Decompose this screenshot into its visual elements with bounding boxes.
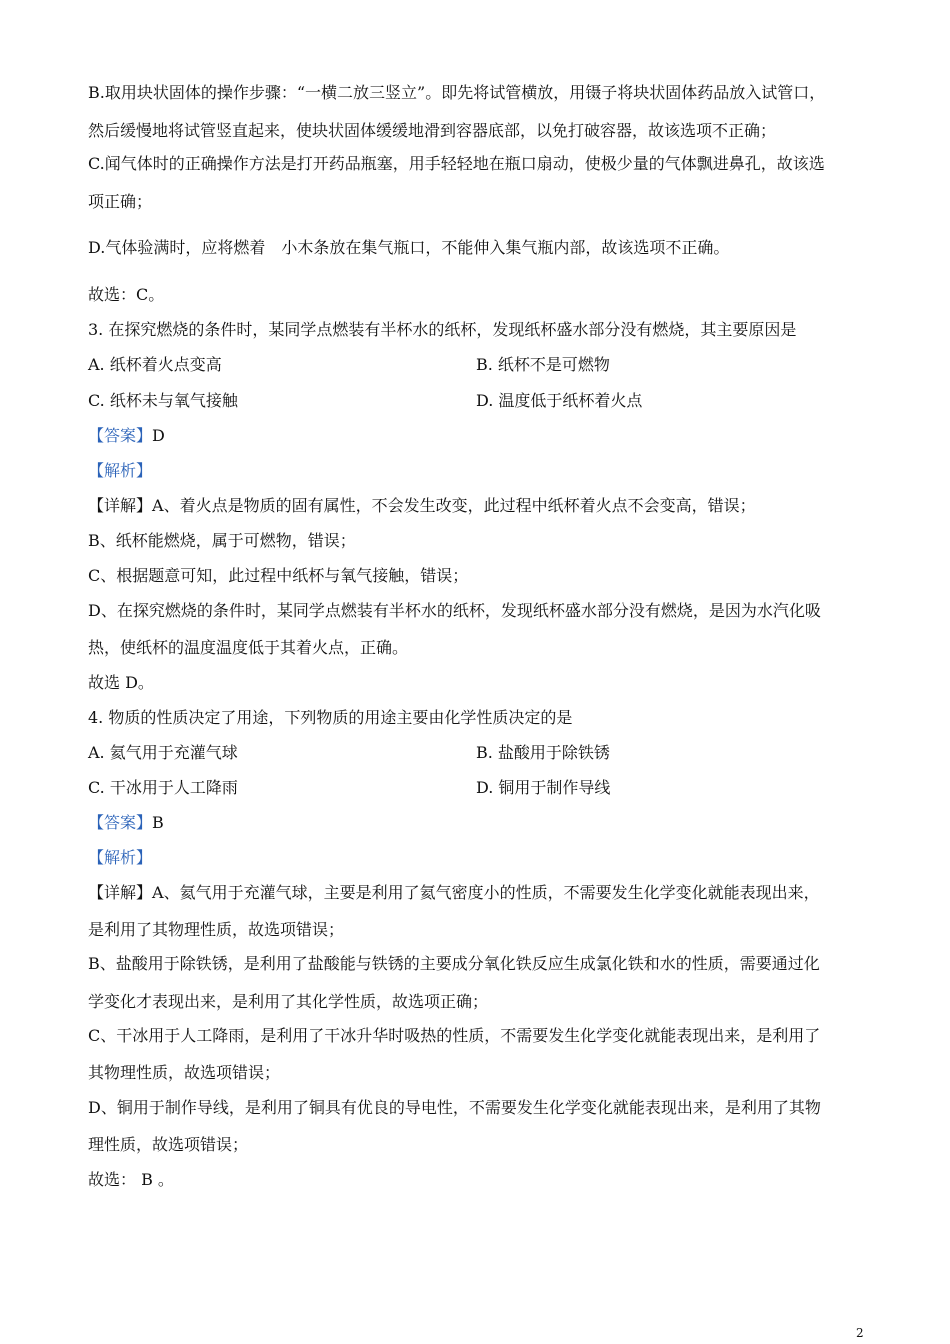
- q4-option-a: A. 氦气用于充灌气球: [88, 743, 238, 762]
- q4-option-b: B. 盐酸用于除铁锈: [476, 743, 610, 762]
- q3-detail-a-text: A、着火点是物质的固有属性，不会发生改变，此过程中纸杯着火点不会变高，错误；: [152, 496, 756, 515]
- q2-analysis-b-line2: 然后缓慢地将试管竖直起来，使块状固体缓缓地滑到容器底部，以免打破容器，故该选项不正确；: [88, 121, 777, 140]
- q4-analysis-tag: 【解析】: [88, 848, 153, 867]
- q4-answer: [88, 813, 164, 833]
- q3-answer-value: D: [152, 426, 165, 445]
- q2-analysis-d-line1: D.气体验满时，应将燃着 小木条放在集气瓶口，不能伸入集气瓶内部，故该选项不正确。: [88, 238, 730, 257]
- q3-choice: 故选 D。: [88, 673, 154, 692]
- q3-option-c: C. 纸杯未与氧气接触: [88, 391, 238, 410]
- q4-detail-b1: B、盐酸用于除铁锈，是利用了盐酸能与铁锈的主要成分氧化铁反应生成氯化铁和水的性质，需要通过化: [88, 954, 820, 973]
- q4-detail-d2: 理性质，故选项错误；: [88, 1135, 249, 1154]
- q4-detail-c1: C、干冰用于人工降雨，是利用了干冰升华时吸热的性质，不需要发生化学变化就能表现出来，是利用了: [88, 1026, 821, 1045]
- q3-detail-d1: D、在探究燃烧的条件时，某同学点燃装有半杯水的纸杯，发现纸杯盛水部分没有燃烧，是因为水汽化吸: [88, 601, 821, 620]
- q4-option-c: C. 干冰用于人工降雨: [88, 778, 238, 797]
- q3-answer-tag: 【答案】: [88, 426, 153, 445]
- q4-detail-tag: 【详解】: [88, 883, 153, 902]
- q4-detail-a2: 是利用了其物理性质，故选项错误；: [88, 920, 345, 939]
- q3-option-b: B. 纸杯不是可燃物: [476, 355, 610, 374]
- q4-analysis: [88, 848, 152, 868]
- q4-detail-d1: D、铜用于制作导线，是利用了铜具有优良的导电性，不需要发生化学变化就能表现出来，是利用了其物: [88, 1098, 821, 1117]
- q3-detail-c: C、根据题意可知，此过程中纸杯与氧气接触，错误；: [88, 566, 469, 585]
- q3-analysis: [88, 461, 152, 481]
- q3-option-a: A. 纸杯着火点变高: [88, 355, 222, 374]
- q2-analysis-c-line2: 项正确；: [88, 192, 153, 211]
- q2-analysis-b-line1: B.取用块状固体的操作步骤：“一横二放三竖立”。即先将试管横放，用镊子将块状固体药品放入试管口，: [88, 83, 826, 102]
- q4-detail-a1-text: A、氦气用于充灌气球，主要是利用了氦气密度小的性质，不需要发生化学变化就能表现出来，: [152, 883, 820, 902]
- q4-detail-a1: [88, 883, 820, 903]
- q4-answer-value: B: [152, 813, 164, 832]
- q4-detail-c2: 其物理性质，故选项错误；: [88, 1063, 281, 1082]
- page-number: 2: [856, 1326, 864, 1340]
- q2-choice: 故选：C。: [88, 285, 165, 304]
- q3-analysis-tag: 【解析】: [88, 461, 153, 480]
- q3-detail-d2: 热，使纸杯的温度温度低于其着火点，正确。: [88, 638, 409, 657]
- q4-option-d: D. 铜用于制作导线: [476, 778, 611, 797]
- q3-detail-a: [88, 496, 756, 516]
- q3-detail-tag: 【详解】: [88, 496, 153, 515]
- q3-detail-b: B、纸杯能燃烧，属于可燃物，错误；: [88, 531, 356, 550]
- q2-analysis-c-line1: C.闻气体时的正确操作方法是打开药品瓶塞，用手轻轻地在瓶口扇动，使极少量的气体飘进鼻孔，故该选: [88, 154, 825, 173]
- q3-stem: 3. 在探究燃烧的条件时，某同学点燃装有半杯水的纸杯，发现纸杯盛水部分没有燃烧，其主要原因是: [88, 320, 797, 339]
- q3-answer: [88, 426, 165, 446]
- q4-answer-tag: 【答案】: [88, 813, 153, 832]
- q4-stem: 4. 物质的性质决定了用途，下列物质的用途主要由化学性质决定的是: [88, 708, 573, 727]
- q4-choice: 故选： B 。: [88, 1170, 174, 1189]
- q3-option-d: D. 温度低于纸杯着火点: [476, 391, 643, 410]
- q4-detail-b2: 学变化才表现出来，是利用了其化学性质，故选项正确；: [88, 992, 489, 1011]
